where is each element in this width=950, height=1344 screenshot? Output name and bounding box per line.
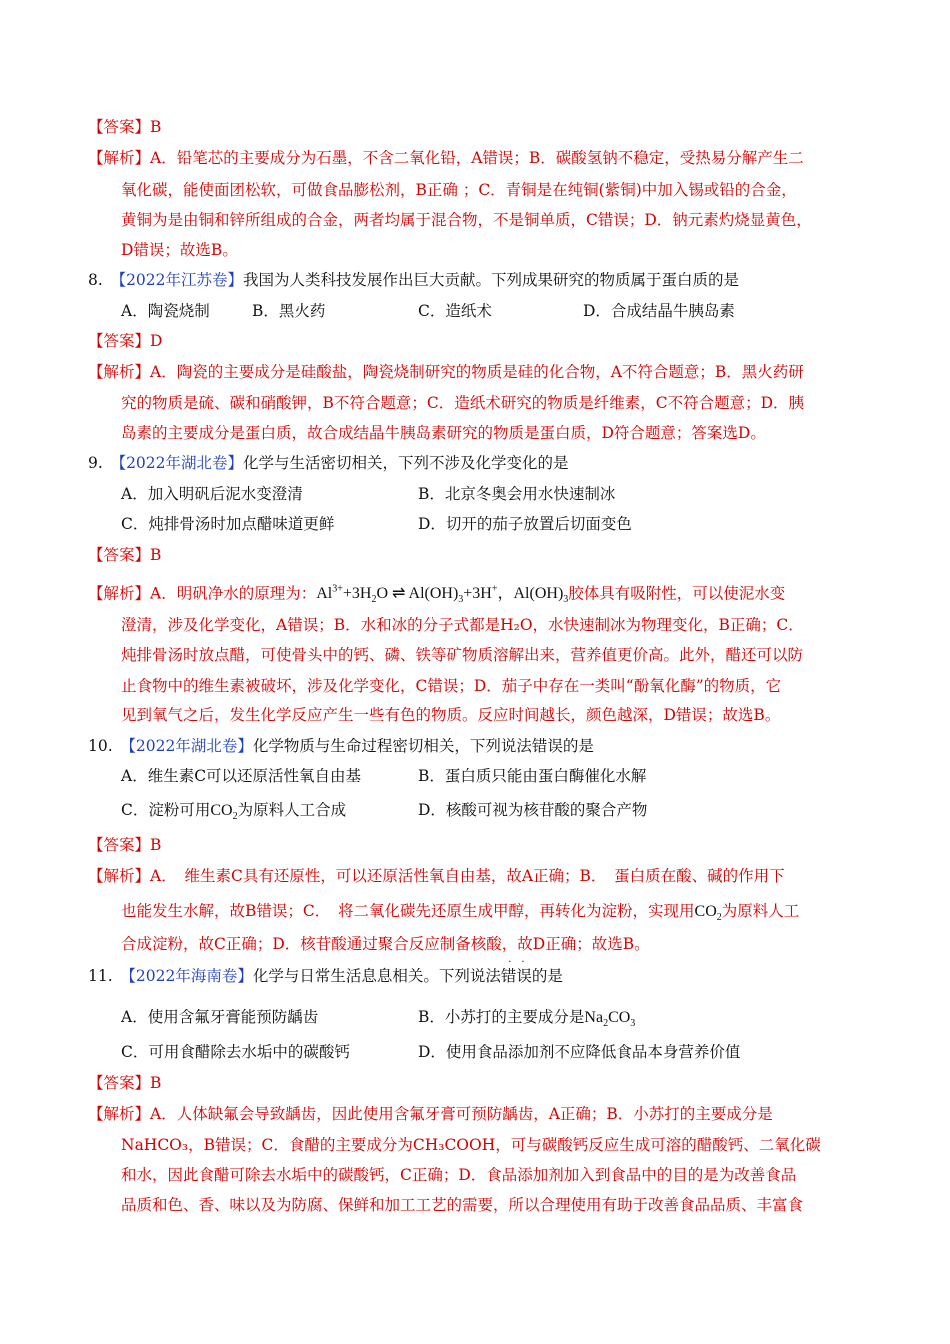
q11-option-c: C．可用食醋除去水垢中的碳酸钙 — [121, 1043, 350, 1061]
q8-analysis-line-1: 【解析】A．陶瓷的主要成分是硅酸盐，陶瓷烧制研究的物质是硅的化合物，A不符合题意；B．黑火药研 — [88, 363, 804, 381]
q7-analysis-line-3: 黄铜为是由铜和锌所组成的合金，两者均属于混合物，不是铜单质，C错误；D．钠元素灼烧显黄色， — [121, 211, 812, 229]
alum-hydrolysis-equation: $Al^{3+}+3H_2O$ ⇌ $Al(OH)_3+3H^+$，$Al(OH)_3$ — [316, 584, 569, 606]
q10-stem: 10. 【2022年湖北卷】化学物质与生命过程密切相关，下列说法错误的是 — [88, 737, 594, 755]
q9-source: 【2022年湖北卷】 — [118, 454, 244, 472]
q9-option-c: C．炖排骨汤时加点醋味道更鲜 — [121, 515, 335, 533]
q7-analysis-line-1: 【解析】A．铅笔芯的主要成分为石墨，不含二氧化铅，A错误；B．碳酸氢钠不稳定，受热易分解产生二 — [88, 149, 804, 167]
q8-analysis-line-3: 岛素的主要成分是蛋白质，故合成结晶牛胰岛素研究的物质是蛋白质，D符合题意；答案选D。 — [121, 424, 766, 442]
q9-analysis-line-5: 见到氧气之后，发生化学反应产生一些有色的物质。反应时间越长，颜色越深，D错误；故选B。 — [121, 706, 781, 724]
q10-option-c: C．淀粉可用$CO_2$为原料人工合成 — [121, 801, 347, 823]
q9-analysis-line-3: 炖排骨汤时放点醋，可使骨头中的钙、磷、铁等矿物质溶解出来，营养值更价高。此外，醋还可以防 — [121, 646, 804, 664]
q11-analysis-line-1: 【解析】A．人体缺氟会导致龋齿，因此使用含氟牙膏可预防龋齿，A正确；B．小苏打的主要成分是 — [88, 1105, 773, 1123]
q10-analysis-line-1: 【解析】A． 维生素C具有还原性，可以还原活性氧自由基，故A正确；B． 蛋白质在酸、碱的作用下 — [88, 867, 785, 885]
q8-answer: 【答案】D — [88, 332, 163, 350]
q9-answer: 【答案】B — [88, 546, 162, 564]
q11-analysis-line-3: 和水，因此食醋可除去水垢中的碳酸钙，C正确；D．食品添加剂加入到食品中的目的是为改善食品 — [121, 1166, 797, 1184]
q9-option-d: D．切开的茄子放置后切面变色 — [418, 515, 632, 533]
q10-answer: 【答案】B — [88, 836, 162, 854]
q11-analysis-line-2: NaHCO₃，B错误；C．食醋的主要成分为CH₃COOH，可与碳酸钙反应生成可溶的醋酸钙、二氧化碳 — [121, 1136, 821, 1154]
q11-answer: 【答案】B — [88, 1074, 162, 1092]
q11-analysis-line-4: 品质和色、香、味以及为防腐、保鲜和加工工艺的需要，所以合理使用有助于改善食品品质、丰富食 — [121, 1196, 804, 1214]
q8-option-a: A．陶瓷烧制 — [121, 302, 210, 320]
q11-option-d: D．使用食品添加剂不应降低食品本身营养价值 — [418, 1043, 741, 1061]
q10-source: 【2022年湖北卷】 — [128, 737, 253, 755]
q7-analysis-line-2: 氧化碳，能使面团松软，可做食品膨松剂，B正确 ；C．青铜是在纯铜(紫铜)中加入锡或铅的合金， — [121, 181, 797, 199]
q7-analysis-line-4: D错误；故选B。 — [121, 241, 238, 259]
q8-option-d: D．合成结晶牛胰岛素 — [583, 302, 735, 320]
q11-stem: 11. 【2022年海南卷】化学与日常生活息息相关。下列说法 · · 错误的是 — [88, 957, 563, 985]
q9-stem: 9. 【2022年湖北卷】化学与生活密切相关，下列不涉及化学变化的是 — [88, 454, 569, 472]
q8-stem: 8. 【2022年江苏卷】我国为人类科技发展作出巨大贡献。下列成果研究的物质属于蛋白质的是 — [88, 271, 740, 289]
q9-option-b: B．北京冬奥会用水快速制冰 — [418, 485, 616, 503]
q8-option-b: B．黑火药 — [252, 302, 326, 320]
q9-analysis-line-1: 【解析】A．明矾净水的原理为：$Al^{3+}+3H_2O$ ⇌ $Al(OH)_3+3H^+$，$Al(OH)_3$胶体具有吸附性，可以使泥水变 — [88, 584, 786, 606]
q9-analysis-line-2: 澄清，涉及化学变化，A错误；B．水和冰的分子式都是H₂O，水快速制冰为物理变化，B正确；C． — [121, 616, 804, 634]
q8-analysis-line-2: 究的物质是硫、碳和硝酸钾，B不符合题意；C．造纸术研究的物质是纤维素，C不符合题意；D．胰 — [121, 394, 805, 412]
q9-analysis-line-4: 止食物中的维生素被破坏，涉及化学变化，C错误；D．茄子中存在一类叫“酚氧化酶”的物质，它 — [121, 677, 782, 695]
q11-source: 【2022年海南卷】 — [128, 967, 253, 985]
q10-option-a: A．维生素C可以还原活性氧自由基 — [121, 767, 362, 785]
q8-option-c: C．造纸术 — [418, 302, 492, 320]
q8-source: 【2022年江苏卷】 — [118, 271, 244, 289]
q11-option-b: B．小苏打的主要成分是$Na_2CO_3$ — [418, 1008, 636, 1030]
q7-answer: 【答案】B — [88, 118, 162, 136]
q10-analysis-line-2: 也能发生水解，故B错误；C． 将二氧化碳先还原生成甲醇，再转化为淀粉，实现用$CO_2$为原料人工 — [121, 902, 800, 924]
q10-analysis-line-3: 合成淀粉，故C正确；D．核苷酸通过聚合反应制备核酸，故D正确；故选B。 — [121, 935, 650, 953]
q9-option-a: A．加入明矾后泥水变澄清 — [121, 485, 303, 503]
q10-option-d: D．核酸可视为核苷酸的聚合产物 — [418, 801, 648, 819]
q10-option-b: B．蛋白质只能由蛋白酶催化水解 — [418, 767, 647, 785]
q11-option-a: A．使用含氟牙膏能预防龋齿 — [121, 1008, 319, 1026]
emphasis-dotted-text: · · 错误 — [500, 957, 532, 985]
